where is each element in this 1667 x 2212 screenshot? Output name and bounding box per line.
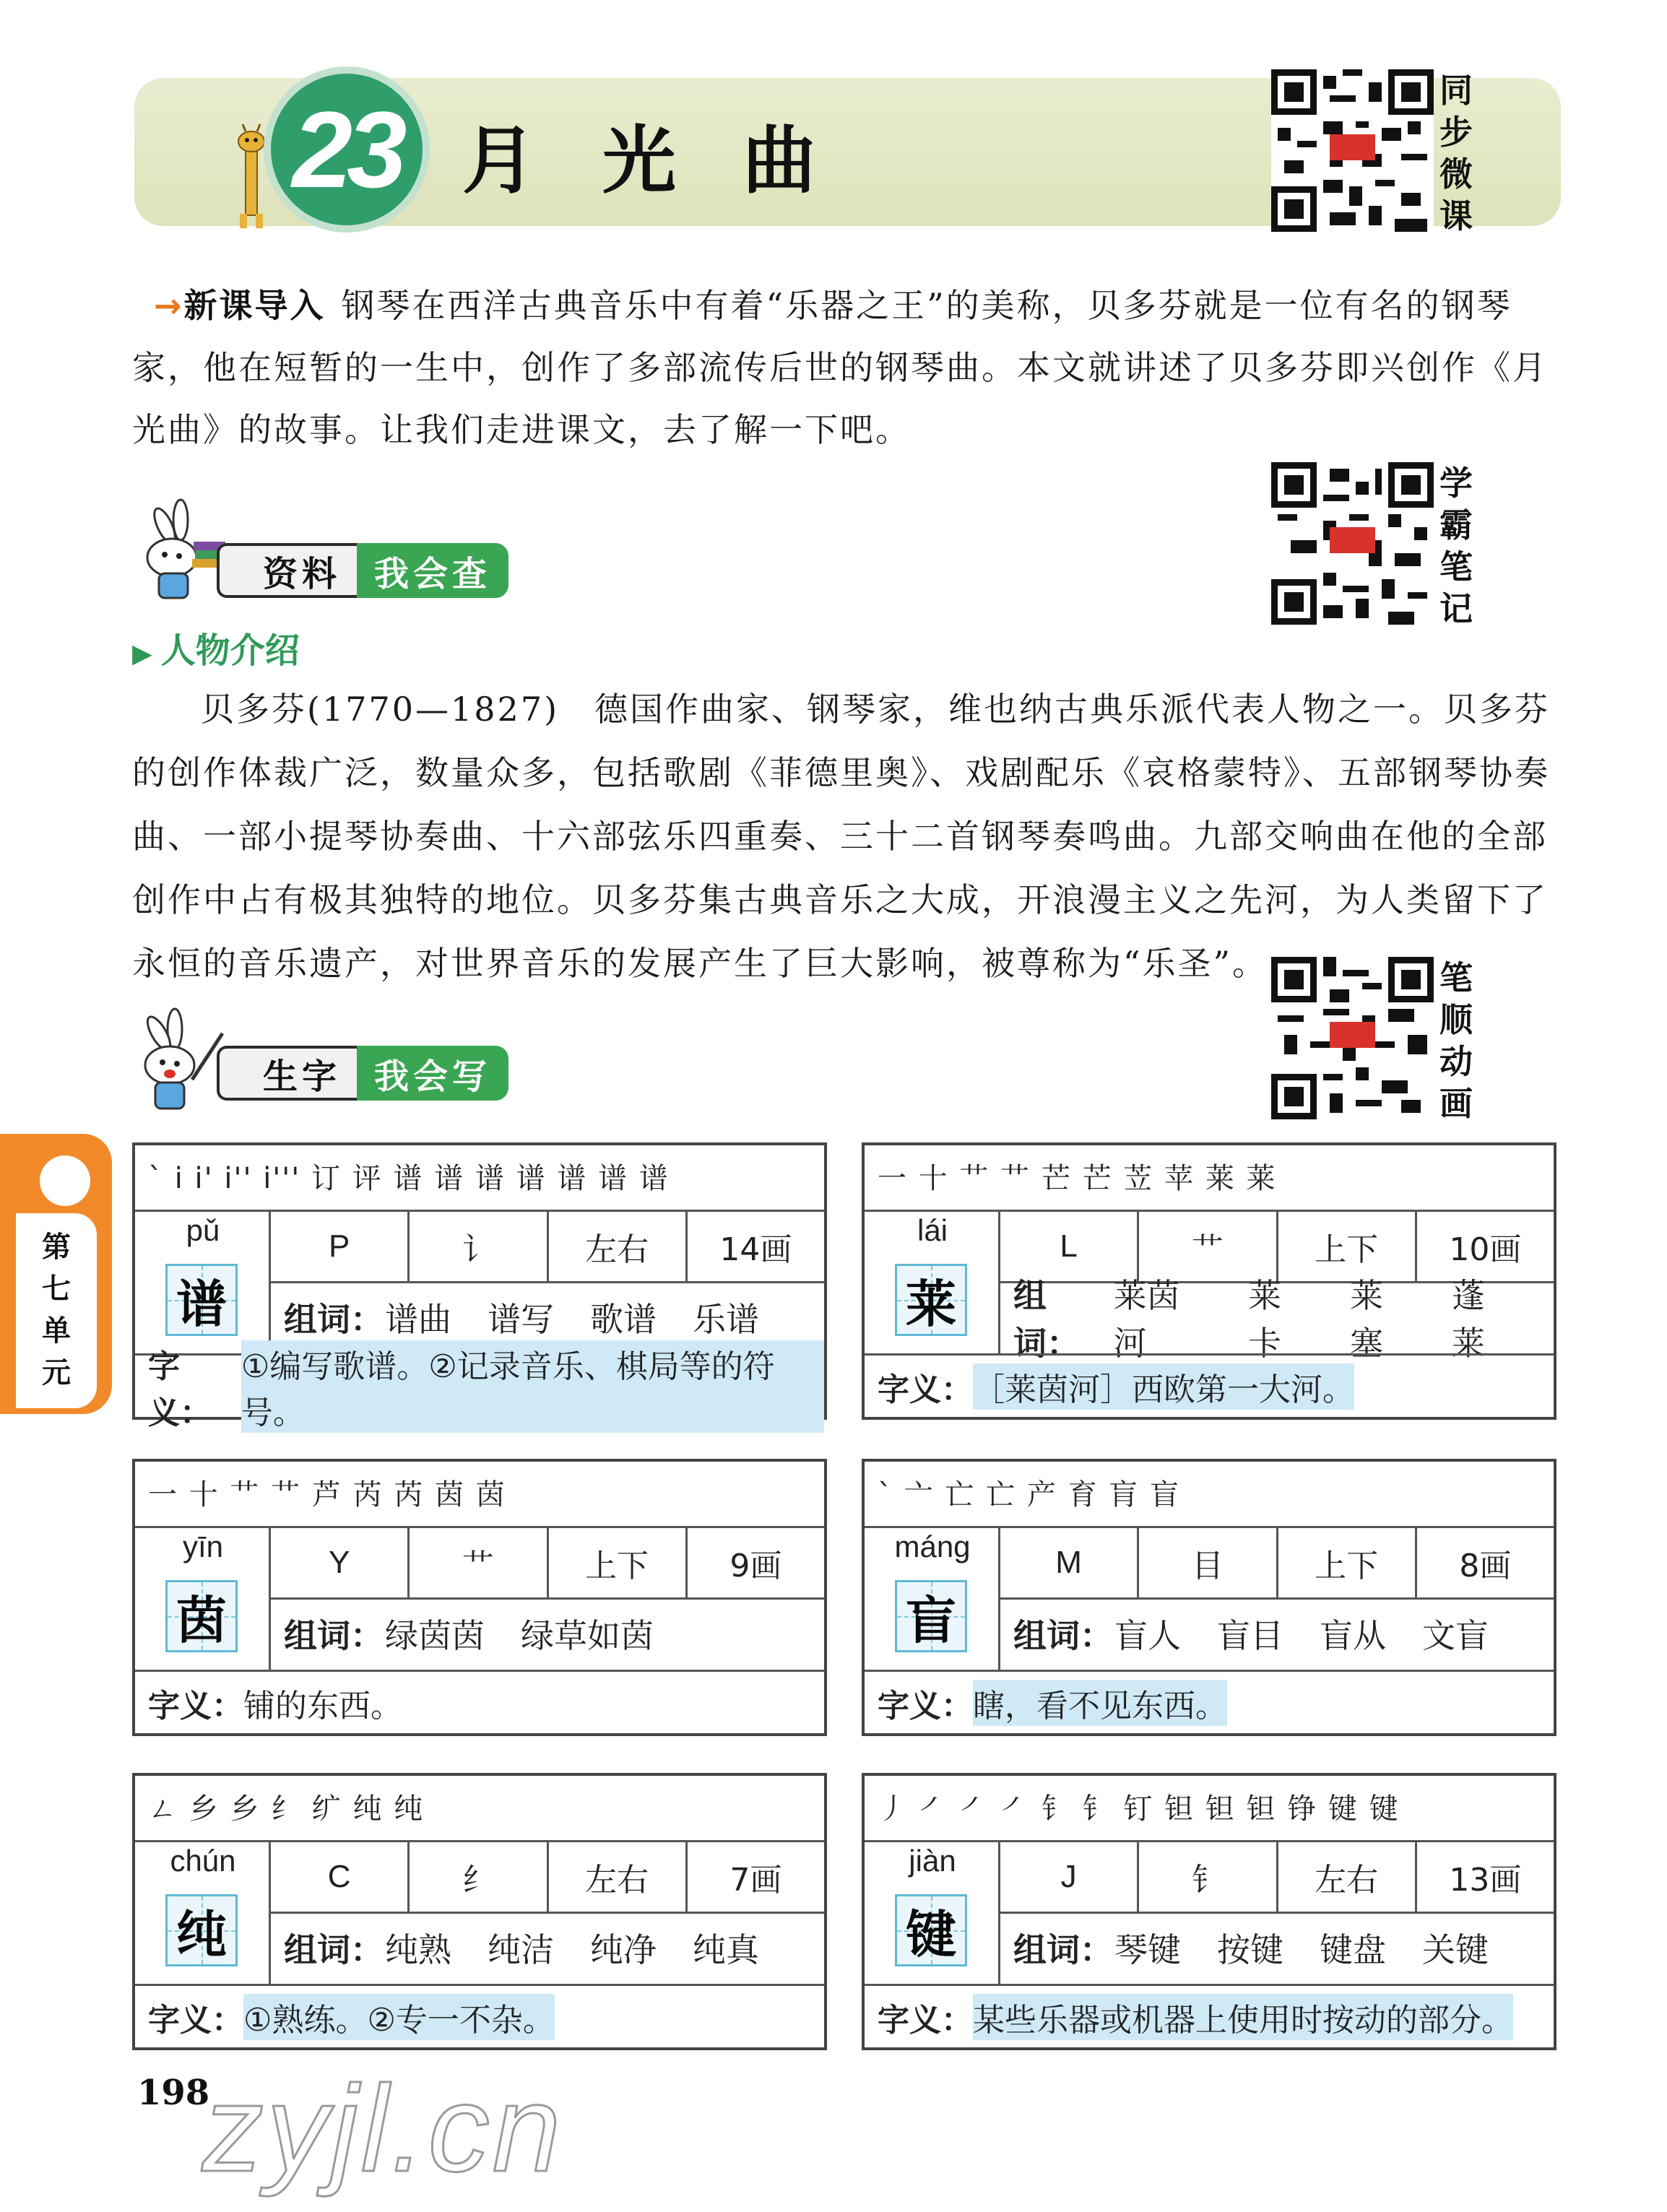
radical: 纟 [410, 1842, 548, 1912]
pinyin: chún [170, 1844, 236, 1878]
stroke-order: 一 十 艹 艹 芦 芮 芮 茵 茵 [135, 1462, 824, 1528]
structure: 左右 [549, 1212, 688, 1281]
word-list: 组词： 谱曲 谱写 歌谱 乐谱 [284, 1300, 759, 1339]
qr-label-study-notes: 学 霸 笔 记 [1439, 464, 1473, 628]
pinyin: yīn [182, 1530, 224, 1563]
character-card-mang [862, 1459, 1556, 1736]
character-box: 莱 [895, 1264, 967, 1336]
stroke-count: 7画 [729, 1862, 782, 1899]
stroke-order: ` i i' i'' i''' 订 评 谱 谱 谱 谱 谱 谱 谱 [135, 1145, 824, 1212]
meaning: 字义： ①编写歌谱。②记录音乐、棋局等的符号。 [135, 1353, 824, 1417]
structure: 左右 [549, 1842, 688, 1912]
pinyin: lái [917, 1213, 948, 1247]
meaning: 字义： 铺的东西。 [135, 1670, 824, 1733]
radical: 钅 [1139, 1842, 1278, 1912]
stroke-order: ㄥ 乡 乡 纟 纩 纯 纯 [135, 1776, 824, 1842]
radical: 讠 [410, 1212, 548, 1281]
meaning: 字义： 某些乐器或机器上使用时按动的部分。 [865, 1984, 1554, 2047]
lesson-number: 23 [264, 66, 430, 233]
initial: C [271, 1842, 410, 1912]
stroke-order: 一 十 艹 艹 芒 芒 苙 苹 莱 莱 [865, 1145, 1554, 1212]
word-list: 组词： 琴键 按键 键盘 关键 [1013, 1930, 1489, 1969]
stroke-count: 14画 [719, 1231, 792, 1268]
section-badge-materials: 资料 我会查 [217, 543, 508, 598]
subsection-heading: ▶ 人物介绍 [132, 630, 300, 671]
arrow-right-icon: → [154, 286, 184, 325]
biography-paragraph: 贝多芬(1770—1827) 德国作曲家、钢琴家，维也纳古典乐派代表人物之一。贝多芬的创作体裁广泛，数量众多，包括歌剧《菲德里奥》、戏剧配乐《哀格蒙特》、五部钢琴协奏曲、一部小提琴协奏曲、十六部弦乐四重奏、三十二首钢琴奏鸣曲。九部交响曲在他的全部创作中占有极其独特的地位。贝多芬集古典音乐之大成，开浪漫主义之先河，为人类留下了永恒的音乐遗产，对世界音乐的发展产生了巨大影响，被尊称为“乐圣”。 [132, 690, 1551, 983]
rabbit-face-icon [40, 1155, 90, 1206]
word-list: 组词： 盲人 盲目 盲从 文盲 [1013, 1616, 1489, 1655]
stroke-count: 10画 [1449, 1231, 1522, 1268]
character-card-jian [862, 1773, 1556, 2050]
structure: 上下 [549, 1528, 688, 1597]
section-badge-write-characters: 生字 我会写 [217, 1046, 508, 1101]
character-card-chun [132, 1773, 827, 2050]
qr-label-sync-video: 同 步 微 课 [1439, 71, 1473, 235]
structure: 上下 [1278, 1212, 1417, 1281]
character-box: 盲 [895, 1580, 967, 1652]
character-box: 键 [895, 1894, 967, 1966]
radical: 艹 [410, 1528, 548, 1597]
meaning: 字义： ［莱茵河］西欧第一大河。 [865, 1353, 1554, 1417]
stroke-count: 9画 [729, 1548, 782, 1584]
radical: 艹 [1139, 1212, 1278, 1281]
qr-code-icon[interactable] [1271, 957, 1434, 1119]
initial: L [1000, 1212, 1139, 1281]
pinyin: pǔ [186, 1213, 220, 1247]
qr-code-icon[interactable] [1271, 69, 1434, 232]
character-card-yin [132, 1459, 827, 1736]
character-card-pu [132, 1142, 827, 1431]
initial: P [271, 1212, 410, 1281]
stroke-count: 13画 [1449, 1862, 1522, 1899]
intro-text: 钢琴在西洋古典音乐中有着“乐器之王”的美称，贝多芬就是一位有名的钢琴家，他在短暂的一生中，创作了多部流传后世的钢琴曲。本文就讲述了贝多芬即兴创作《月光曲》的故事。让我们走进课文，去了解一下吧。 [132, 286, 1548, 449]
word-list: 组词： 纯熟 纯洁 纯净 纯真 [284, 1930, 759, 1969]
intro-lead-label: 新课导入 [183, 286, 326, 325]
character-box: 谱 [165, 1264, 238, 1336]
structure: 上下 [1278, 1528, 1417, 1597]
initial: J [1000, 1842, 1139, 1912]
stroke-order: ` 亠 亡 亡 产 育 肓 盲 [865, 1462, 1554, 1528]
unit-label: 第 七 单 元 [16, 1213, 97, 1408]
stroke-count: 8画 [1459, 1548, 1512, 1584]
character-box: 茵 [165, 1580, 238, 1652]
pinyin: jiàn [909, 1844, 956, 1878]
word-list: 组词： 绿茵茵 绿草如茵 [284, 1616, 654, 1655]
stroke-order: 丿 ㇒ ㇒ ㇒ 钅 钅 钉 钽 钽 钽 铮 键 键 [865, 1776, 1554, 1842]
meaning: 字义： ①熟练。②专一不杂。 [135, 1984, 824, 2047]
structure: 左右 [1278, 1842, 1417, 1912]
lesson-title: 月光曲 [462, 118, 883, 204]
meaning: 字义： 瞎，看不见东西。 [865, 1670, 1554, 1733]
qr-label-stroke-animation: 笔 顺 动 画 [1439, 958, 1473, 1123]
word-list: 组词： 莱茵河 莱卡 莱塞 蓬莱 [1013, 1276, 1485, 1363]
initial: M [1000, 1528, 1139, 1597]
character-card-lai [862, 1142, 1556, 1420]
triangle-right-icon: ▶ [132, 639, 152, 669]
pinyin: máng [894, 1530, 971, 1563]
page-number: 198 [137, 2073, 210, 2113]
qr-code-icon[interactable] [1271, 462, 1434, 625]
watermark: zyjl.cn [202, 2060, 564, 2198]
initial: Y [271, 1528, 410, 1597]
character-box: 纯 [165, 1894, 238, 1966]
intro-paragraph [132, 274, 1562, 461]
radical: 目 [1139, 1528, 1278, 1597]
